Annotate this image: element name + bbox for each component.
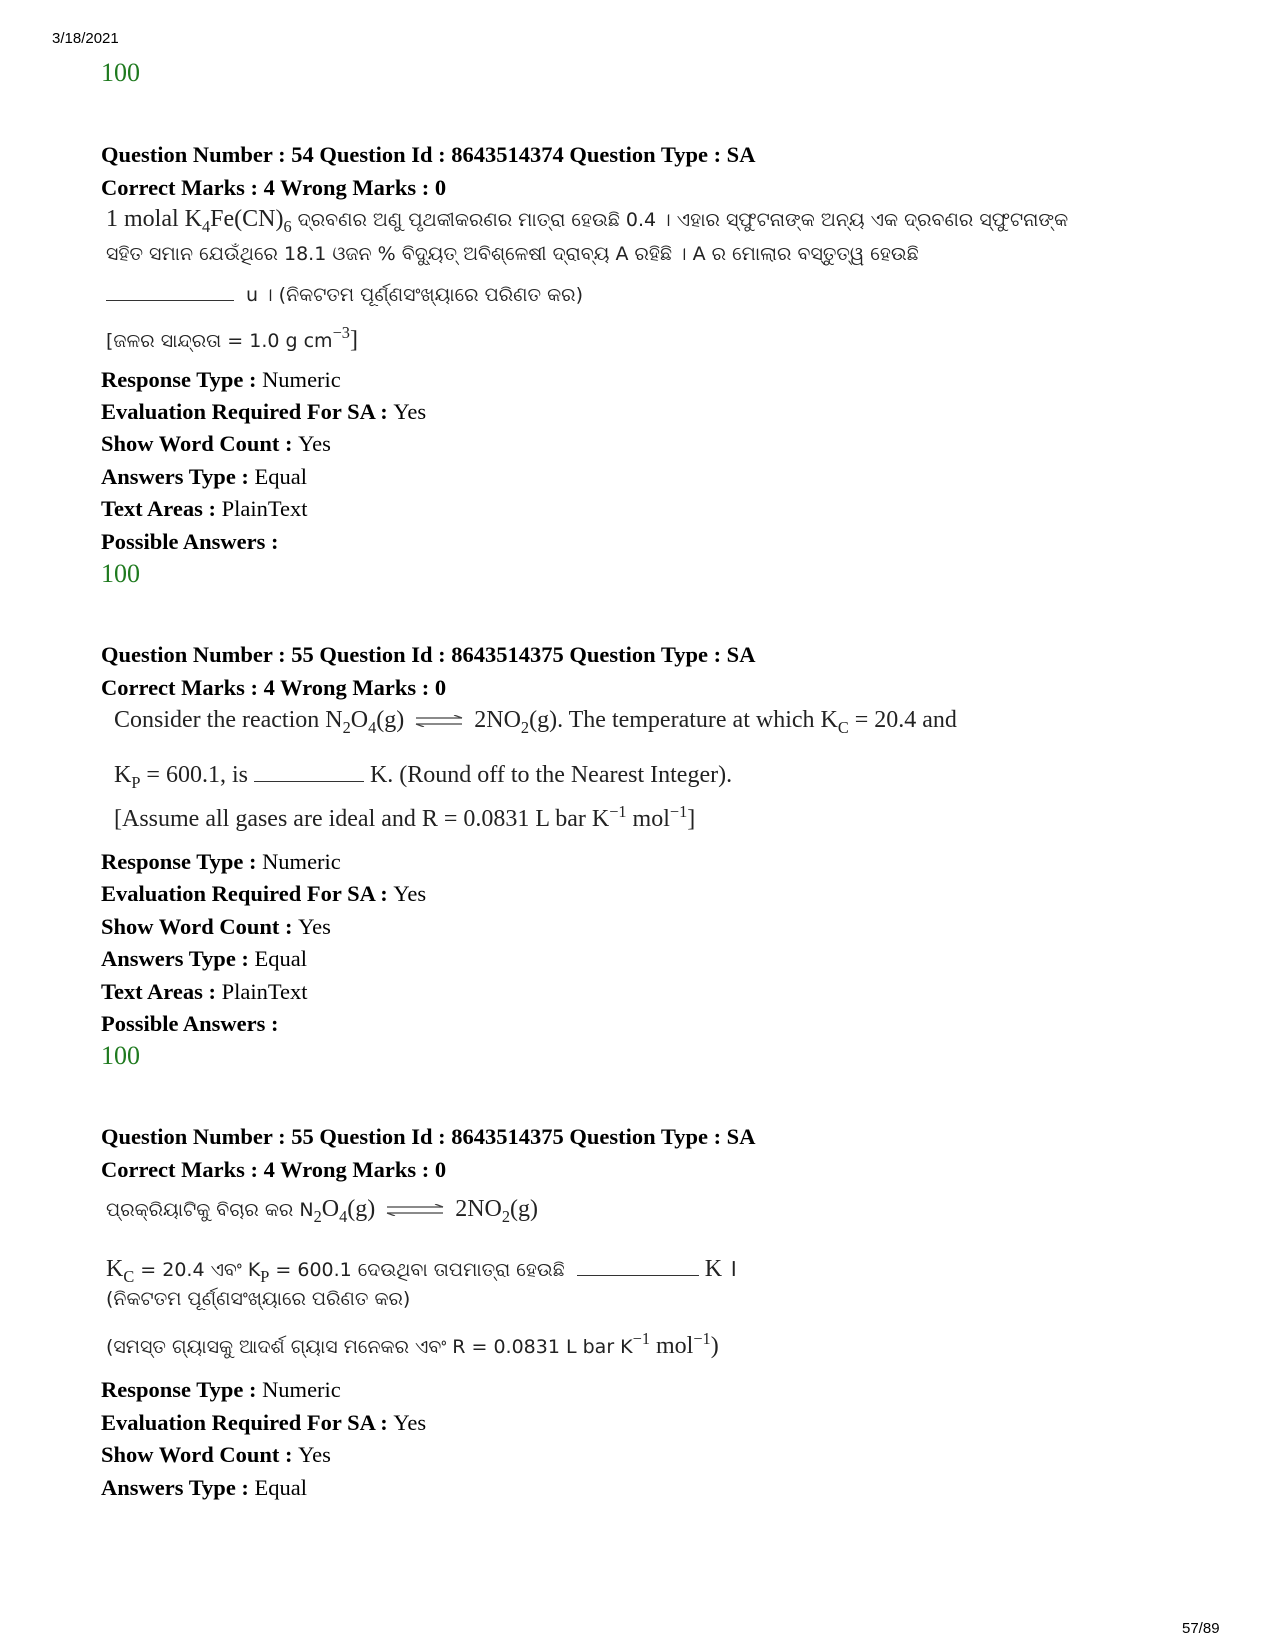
text-fragment: K. (Round off to the Nearest Integer). bbox=[369, 762, 733, 788]
previous-possible-answer: 100 bbox=[101, 58, 140, 87]
answers-type bbox=[101, 945, 307, 973]
text-fragment: = 600.1, is bbox=[140, 762, 248, 788]
field-value: PlainText bbox=[221, 979, 308, 1004]
response-type bbox=[101, 1376, 341, 1404]
text-areas bbox=[101, 978, 308, 1006]
field-value: PlainText bbox=[221, 496, 308, 521]
field-label: Answers Type : bbox=[101, 946, 255, 971]
subscript: 4 bbox=[339, 1206, 348, 1226]
text-fragment: Consider the reaction N bbox=[114, 707, 343, 733]
field-label: Show Word Count : bbox=[101, 1442, 299, 1467]
field-value: Yes bbox=[393, 399, 427, 424]
field-label: Text Areas : bbox=[101, 979, 222, 1004]
text-fragment: mol bbox=[649, 1333, 694, 1359]
question-text-line-4 bbox=[106, 323, 358, 354]
field-value: Yes bbox=[393, 1410, 427, 1435]
question-text-line-3 bbox=[106, 281, 583, 308]
field-value: Yes bbox=[298, 914, 331, 939]
question-text-line-2 bbox=[106, 1251, 737, 1284]
field-value: Numeric bbox=[262, 849, 341, 874]
evaluation-required bbox=[101, 1409, 426, 1437]
field-label: Answers Type : bbox=[101, 464, 255, 489]
subscript: 4 bbox=[202, 216, 211, 236]
response-type bbox=[101, 848, 341, 876]
subscript: P bbox=[131, 772, 141, 792]
field-value: Yes bbox=[393, 881, 427, 906]
subscript: 2 bbox=[342, 717, 351, 737]
subscript: 6 bbox=[283, 216, 292, 236]
text-areas bbox=[101, 495, 308, 523]
question-text-line-3: (ନିକଟତମ ପୂର୍ଣ୍ଣସଂଖ୍ୟାରେ ପରିଣତ କର) bbox=[106, 1288, 411, 1310]
answers-type bbox=[101, 463, 307, 491]
text-fragment: [ଜଳର ସାନ୍ଦ୍ରତା = 1.0 g cm bbox=[106, 330, 333, 352]
field-value: Numeric bbox=[262, 367, 341, 392]
text-fragment: K bbox=[106, 1256, 124, 1282]
text-fragment: = 20.4 ଏବଂ K bbox=[134, 1259, 261, 1281]
show-word-count bbox=[101, 430, 331, 458]
field-value: Yes bbox=[298, 1442, 331, 1467]
page-number: 57/89 bbox=[1182, 1620, 1220, 1637]
text-fragment: (ସମସ୍ତ ଗ୍ୟାସକୁ ଆଦର୍ଶ ଗ୍ୟାସ ମନେକର ଏବଂ R = 0.0831 L bar K bbox=[106, 1336, 633, 1358]
text-fragment: O bbox=[321, 1196, 340, 1222]
question-marks: Correct Marks : 4 Wrong Marks : 0 bbox=[101, 1157, 447, 1182]
text-fragment: (g). The temperature at which K bbox=[529, 707, 838, 733]
field-label: Response Type : bbox=[101, 849, 263, 874]
subscript: C bbox=[837, 717, 849, 737]
evaluation-required bbox=[101, 398, 426, 426]
text-fragment: ପ୍ରକ୍ରିୟାଟିକୁ ବିଚାର କର N bbox=[106, 1199, 314, 1221]
text-fragment: K । bbox=[704, 1256, 738, 1282]
field-label: Answers Type : bbox=[101, 1475, 255, 1500]
text-fragment: K bbox=[114, 762, 132, 788]
subscript: P bbox=[260, 1266, 270, 1286]
superscript: −3 bbox=[332, 323, 350, 342]
possible-answer: 100 bbox=[101, 559, 140, 588]
text-fragment: 2NO bbox=[455, 1196, 502, 1222]
possible-answers-label: Possible Answers : bbox=[101, 1011, 279, 1036]
field-label: Show Word Count : bbox=[101, 431, 299, 456]
question-marks: Correct Marks : 4 Wrong Marks : 0 bbox=[101, 175, 447, 200]
field-label: Show Word Count : bbox=[101, 914, 299, 939]
print-date: 3/18/2021 bbox=[52, 30, 119, 47]
possible-answer: 100 bbox=[101, 1041, 140, 1070]
question-marks: Correct Marks : 4 Wrong Marks : 0 bbox=[101, 675, 447, 700]
text-fragment: 1 molal K bbox=[106, 206, 202, 232]
response-type bbox=[101, 366, 341, 394]
field-value: Equal bbox=[254, 1475, 308, 1500]
text-fragment: ] bbox=[687, 806, 696, 832]
question-text-line-1 bbox=[106, 1196, 539, 1226]
text-fragment: ] bbox=[349, 327, 358, 353]
equilibrium-arrow-icon bbox=[385, 1204, 445, 1216]
show-word-count bbox=[101, 1441, 331, 1469]
subscript: C bbox=[123, 1266, 135, 1286]
equilibrium-arrow-icon bbox=[414, 715, 464, 727]
superscript: −1 bbox=[632, 1329, 650, 1348]
question-text-line-4 bbox=[106, 1329, 719, 1360]
answers-type bbox=[101, 1474, 307, 1502]
field-label: Evaluation Required For SA : bbox=[101, 1410, 394, 1435]
text-fragment: mol bbox=[626, 806, 670, 832]
superscript: −1 bbox=[609, 802, 627, 821]
text-fragment: (g) bbox=[376, 707, 405, 733]
question-header: Question Number : 55 Question Id : 8643514375 Question Type : SA bbox=[101, 642, 756, 667]
text-fragment: ଦ୍ରବଣର ଅଣୁ ପୃଥକୀକରଣର ମାତ୍ରା ହେଉଛି 0.4 । ଏହାର ସ୍ଫୁଟନାଙ୍କ ଅନ୍ୟ ଏକ ଦ୍ରବଣର ସ୍ଫୁଟନାଙ୍କ bbox=[291, 209, 1069, 231]
subscript: 2 bbox=[520, 717, 530, 737]
field-label: Text Areas : bbox=[101, 496, 222, 521]
field-value: Equal bbox=[254, 946, 308, 971]
field-value: Yes bbox=[298, 431, 331, 456]
field-label: Response Type : bbox=[101, 367, 263, 392]
text-fragment: Fe(CN) bbox=[210, 206, 284, 232]
field-value: Numeric bbox=[262, 1377, 341, 1402]
superscript: −1 bbox=[669, 802, 688, 821]
text-fragment: ) bbox=[710, 1333, 719, 1359]
subscript: 2 bbox=[501, 1206, 511, 1226]
evaluation-required bbox=[101, 880, 426, 908]
question-header: Question Number : 54 Question Id : 8643514374 Question Type : SA bbox=[101, 142, 756, 167]
answer-blank bbox=[254, 780, 364, 782]
text-fragment: = 600.1 ଦେଉଥିବା ତାପମାତ୍ରା ହେଉଛି bbox=[269, 1259, 565, 1281]
possible-answers-label: Possible Answers : bbox=[101, 529, 279, 554]
subscript: 2 bbox=[313, 1206, 322, 1226]
question-text-line-3 bbox=[114, 802, 696, 833]
field-label: Response Type : bbox=[101, 1377, 263, 1402]
question-text-line-2: ସହିତ ସମାନ ଯେଉଁଥିରେ 18.1 ଓଜନ % ବିଦ୍ୟୁତ୍ ଅବିଶ୍ଳେଷୀ ଦ୍ରାବ୍ୟ A ରହିଛି । A ର ମୋଲାର ବସ୍ତୁତ୍ୱ ହେଉଛି bbox=[106, 243, 919, 265]
answer-blank bbox=[106, 299, 234, 301]
question-header: Question Number : 55 Question Id : 8643514375 Question Type : SA bbox=[101, 1124, 756, 1149]
field-label: Evaluation Required For SA : bbox=[101, 399, 394, 424]
show-word-count bbox=[101, 913, 331, 941]
text-fragment: (g) bbox=[347, 1196, 376, 1222]
text-fragment: [Assume all gases are ideal and R = 0.0831 L bar K bbox=[114, 806, 610, 832]
text-fragment: = 20.4 and bbox=[848, 707, 957, 733]
subscript: 4 bbox=[368, 717, 377, 737]
field-label: Evaluation Required For SA : bbox=[101, 881, 394, 906]
text-fragment: (g) bbox=[510, 1196, 539, 1222]
question-text-line-2 bbox=[114, 762, 733, 792]
answer-blank bbox=[577, 1274, 699, 1276]
text-fragment: u । (ନିକଟତମ ପୂର୍ଣ୍ଣସଂଖ୍ୟାରେ ପରିଣତ କର) bbox=[246, 284, 583, 306]
question-text-line-1 bbox=[114, 707, 957, 737]
field-value: Equal bbox=[254, 464, 308, 489]
question-text-line-1 bbox=[106, 206, 1069, 236]
text-fragment: 2NO bbox=[474, 707, 521, 733]
superscript: −1 bbox=[693, 1329, 711, 1348]
text-fragment: O bbox=[350, 707, 369, 733]
